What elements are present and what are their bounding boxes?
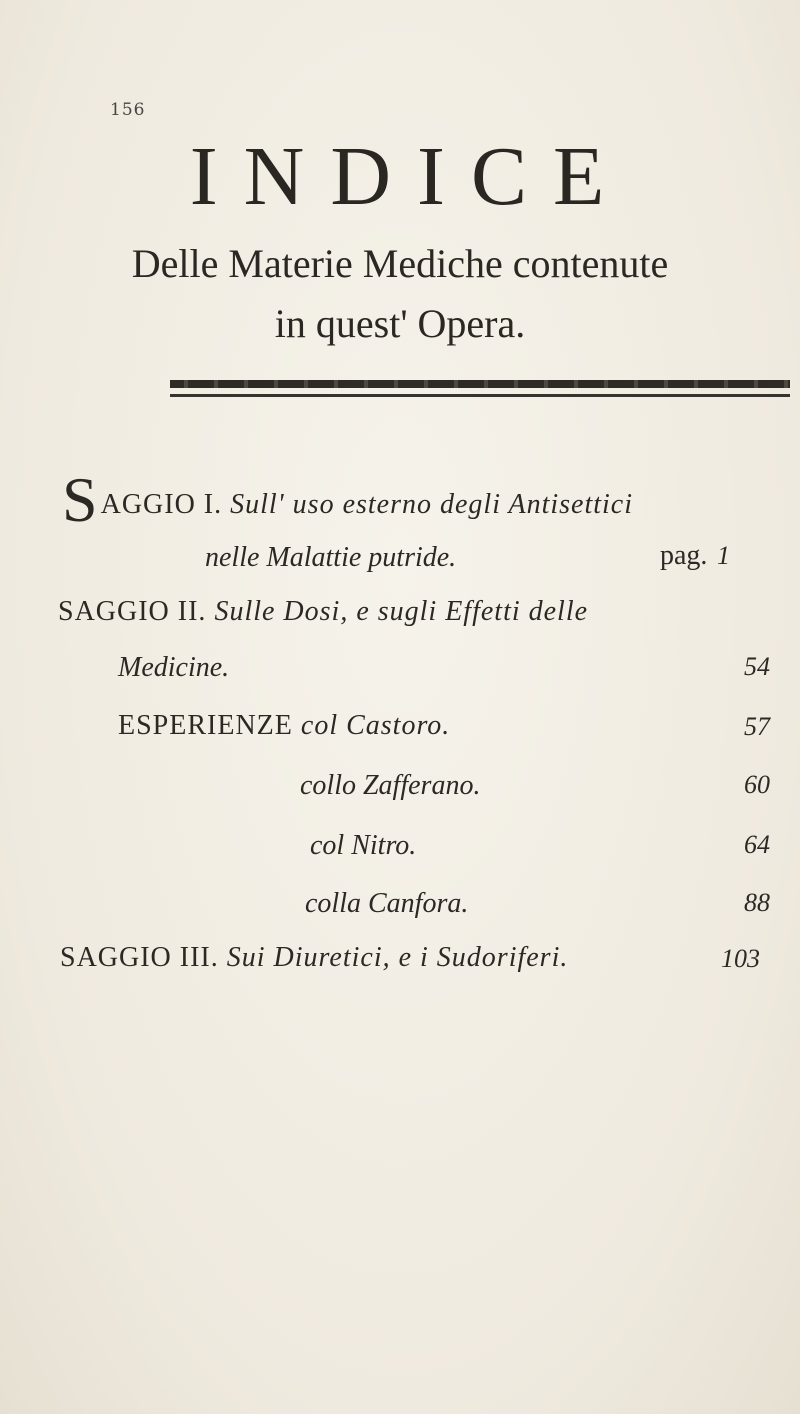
- entry-title-continued: Medicine.: [118, 652, 230, 683]
- page-ref: 1: [717, 541, 730, 570]
- subtitle-line-1: Delle Materie Mediche contenute: [131, 241, 669, 286]
- entry-title: Sulle Dosi, e sugli Effetti delle: [214, 596, 589, 627]
- entry-heading: AGGIO I.: [100, 489, 223, 520]
- entry-heading: ESPERIENZE: [118, 710, 293, 741]
- toc-entry-saggio-3: [60, 942, 568, 974]
- entry-title: col Castoro.: [300, 710, 451, 741]
- entry-title: Sui Diuretici, e i Sudoriferi.: [226, 942, 569, 973]
- entry-heading: SAGGIO II.: [58, 596, 207, 627]
- page-ref: 60: [744, 770, 770, 799]
- divider-rule: [170, 394, 790, 397]
- toc-subentry-nitro: col Nitro.: [310, 830, 417, 861]
- page-ref: 54: [744, 652, 770, 681]
- page-title: INDICE: [189, 130, 631, 223]
- toc-subentry-zafferano: collo Zafferano.: [300, 770, 481, 801]
- page-number: 156: [110, 100, 146, 120]
- drop-cap: S: [62, 464, 99, 535]
- page-ref: 57: [744, 712, 770, 741]
- page-ref: 88: [744, 888, 770, 917]
- page-ref: 103: [721, 944, 760, 973]
- ornamental-rule: [170, 380, 790, 388]
- toc-entry-esperienze: [118, 710, 450, 742]
- subtitle-line-2: in quest' Opera.: [274, 301, 526, 346]
- page-ref: 64: [744, 830, 770, 859]
- toc-entry-saggio-1: [62, 464, 634, 535]
- toc-subentry-canfora: colla Canfora.: [305, 888, 469, 919]
- entry-title-continued: nelle Malattie putride.: [205, 542, 457, 573]
- page-label: pag.: [660, 540, 708, 571]
- entry-heading: SAGGIO III.: [60, 942, 219, 973]
- toc-entry-saggio-2: [58, 596, 588, 628]
- entry-title: Sull' uso esterno degli Antisettici: [230, 489, 634, 520]
